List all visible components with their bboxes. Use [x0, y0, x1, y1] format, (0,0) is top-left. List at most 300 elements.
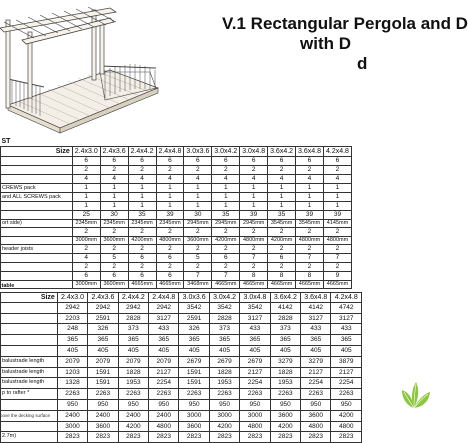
table1-cell: 4	[184, 175, 212, 184]
table2-size-label: Size	[1, 292, 58, 302]
table2-cell: 373	[209, 324, 239, 335]
table2-cell: 405	[240, 345, 270, 356]
table2-cell: 2263	[118, 389, 148, 400]
table2-cell: 1828	[270, 367, 300, 378]
table2-cell: 2263	[270, 389, 300, 400]
table2-cell: 365	[270, 335, 300, 346]
table1-cell: 2945mm	[240, 220, 268, 228]
dimensions-table-grid	[0, 282, 362, 443]
table1-cell: 1	[240, 193, 268, 202]
table2-size-header: 3.6x4.8	[301, 292, 331, 302]
table1-cell: 2	[296, 228, 324, 237]
table1-row	[1, 245, 352, 254]
table1-cell: 4	[72, 254, 100, 263]
title-line-2: with D	[300, 34, 351, 53]
table2-cell: 950	[88, 399, 118, 410]
table2-cell: 326	[88, 324, 118, 335]
table1-row-label: CREWS pack	[1, 184, 73, 193]
table2-row	[1, 432, 362, 443]
table2-cell: 4142	[301, 302, 331, 313]
table1-cell: 1	[212, 184, 240, 193]
table2-cell: 405	[209, 345, 239, 356]
table2-cell: 2823	[88, 432, 118, 443]
table2-cell: 1953	[270, 378, 300, 389]
table1-cell: 3600mm	[100, 281, 128, 289]
table1-cell: 1	[323, 202, 351, 211]
table2-cell: 4200	[209, 421, 239, 432]
table2-row	[1, 378, 362, 389]
table2-cell: 1953	[118, 378, 148, 389]
table1-cell: 2	[100, 245, 128, 254]
table2-row-label	[1, 421, 58, 432]
table2-cell: 373	[270, 324, 300, 335]
components-table-grid	[0, 138, 352, 289]
table2-cell: 1591	[179, 378, 209, 389]
table1-row-label: and ALL SCREWS pack	[1, 193, 73, 202]
table2-cell: 2823	[118, 432, 148, 443]
title-line-1: V.1 Rectangular Pergola and D	[222, 14, 468, 33]
table2-cell: 2823	[270, 432, 300, 443]
table2-cell: 2828	[270, 313, 300, 324]
table2-cell: 2679	[240, 356, 270, 367]
table1-cell: 2	[212, 263, 240, 272]
table1-row-label	[1, 237, 73, 245]
pergola-illustration	[0, 0, 160, 135]
table2-cell: 3127	[240, 313, 270, 324]
table1-size-header: 4.2x4.8	[323, 147, 351, 157]
table1-heading: ST	[1, 138, 352, 147]
leaf-logo-icon	[398, 378, 430, 418]
table2-cell: 3279	[301, 356, 331, 367]
table1-cell: 2	[212, 245, 240, 254]
table2-cell: 2127	[301, 367, 331, 378]
table2-cell: 1328	[57, 378, 87, 389]
table2-row-label	[1, 313, 58, 324]
table1-cell: 3000mm	[72, 237, 100, 245]
table1-cell: 2	[296, 245, 324, 254]
table1-cell: 2	[268, 245, 296, 254]
table2-cell: 950	[57, 399, 87, 410]
table2-cell: 373	[118, 324, 148, 335]
table2-cell: 3542	[209, 302, 239, 313]
table1-cell: 6	[128, 157, 156, 166]
table2-size-header: 2.4x3.0	[57, 292, 87, 302]
footnote: bove the decking surface	[0, 413, 51, 418]
table1-size-header: 2.4x4.2	[128, 147, 156, 157]
table1-cell: 3000mm	[72, 281, 100, 289]
table1-row-label	[1, 272, 73, 281]
table2-cell: 3542	[179, 302, 209, 313]
table2-row	[1, 335, 362, 346]
table1-cell: 2	[156, 263, 184, 272]
table2-cell: 950	[270, 399, 300, 410]
table1-cell: 1	[323, 184, 351, 193]
table1-cell: 2345mm	[72, 220, 100, 228]
table1-cell: 4665mm	[128, 281, 156, 289]
table2-cell: 2079	[118, 356, 148, 367]
table1-cell: 39	[240, 211, 268, 220]
table1-cell: 2	[240, 263, 268, 272]
table1-row-label	[1, 166, 73, 175]
table1-row	[1, 228, 352, 237]
table2-cell: 2127	[240, 367, 270, 378]
table2-row	[1, 345, 362, 356]
table1-cell: 6	[240, 157, 268, 166]
table2-cell: 4142	[270, 302, 300, 313]
table1-cell: 4665mm	[323, 281, 351, 289]
table1-cell: 6	[156, 157, 184, 166]
table1-size-row	[1, 147, 352, 157]
table2-row	[1, 410, 362, 421]
table2-cell: 365	[88, 335, 118, 346]
table2-cell: 950	[149, 399, 179, 410]
table2-cell: 2203	[57, 313, 87, 324]
table2-row-label: balustrade length	[1, 367, 58, 378]
table1-cell: 35	[128, 211, 156, 220]
table1-cell: 4	[268, 175, 296, 184]
table1-cell: 2	[72, 263, 100, 272]
table2-cell: 4200	[118, 421, 148, 432]
table1-cell: 2945mm	[184, 220, 212, 228]
table1-cell: 1	[72, 184, 100, 193]
table1-cell: 7	[184, 272, 212, 281]
table1-cell: 8	[296, 272, 324, 281]
table2-size-header: 3.0x4.8	[240, 292, 270, 302]
table2-heading-row	[1, 282, 362, 292]
table2-cell: 3600	[179, 421, 209, 432]
table2-cell: 365	[118, 335, 148, 346]
table2-row-label	[1, 335, 58, 346]
table2-row-label: 2.7m)	[1, 432, 58, 443]
table1-cell: 2	[323, 228, 351, 237]
table1-cell: 4665mm	[268, 281, 296, 289]
table2-row	[1, 313, 362, 324]
table2-cell: 2942	[149, 302, 179, 313]
table2-cell: 1828	[209, 367, 239, 378]
table1-cell: 2	[296, 263, 324, 272]
table1-cell: 6	[128, 272, 156, 281]
table1-cell: 4800mm	[240, 237, 268, 245]
table2-row	[1, 324, 362, 335]
table1-cell: 1	[296, 202, 324, 211]
table2-cell: 3000	[57, 421, 87, 432]
table1-cell: 1	[240, 202, 268, 211]
table2-cell: 3000	[179, 410, 209, 421]
table1-cell: 2	[128, 245, 156, 254]
table1-row-label: header joists	[1, 245, 73, 254]
table2-size-header: 4.2x4.8	[331, 292, 362, 302]
table1-size-header: 3.0x3.6	[184, 147, 212, 157]
table2-cell: 4800	[331, 421, 362, 432]
table1-cell: 1	[296, 184, 324, 193]
table2-row-label: p to rafter *	[1, 389, 58, 400]
table2-cell: 2079	[88, 356, 118, 367]
table2-cell: 405	[331, 345, 362, 356]
table1-cell: 3600mm	[100, 237, 128, 245]
table1-cell: 6	[156, 254, 184, 263]
table2-cell: 2828	[118, 313, 148, 324]
table1-cell: 4	[100, 175, 128, 184]
table1-size-header: 2.4x4.8	[156, 147, 184, 157]
table2-cell: 950	[179, 399, 209, 410]
table2-row	[1, 421, 362, 432]
table2-cell: 2828	[209, 313, 239, 324]
table2-heading: table	[1, 282, 362, 292]
table2-cell: 2823	[179, 432, 209, 443]
table1-size-label: Size	[1, 147, 73, 157]
table2-cell: 950	[301, 399, 331, 410]
table1-cell: 4665mm	[240, 281, 268, 289]
table2-cell: 2400	[57, 410, 87, 421]
table1-cell: 6	[212, 157, 240, 166]
table2-cell: 2823	[301, 432, 331, 443]
table1-cell: 2	[212, 228, 240, 237]
table1-cell: 4800mm	[323, 237, 351, 245]
table1-cell: 1	[184, 193, 212, 202]
table2-row-label	[1, 345, 58, 356]
table1-cell: 2	[240, 166, 268, 175]
table1-cell: 1	[184, 184, 212, 193]
table2-row	[1, 399, 362, 410]
table2-cell: 2263	[240, 389, 270, 400]
table2-row	[1, 356, 362, 367]
components-table	[0, 138, 352, 289]
table1-cell: 1	[128, 202, 156, 211]
table1-cell: 2	[184, 263, 212, 272]
table2-cell: 2679	[179, 356, 209, 367]
table1-row-label	[1, 157, 73, 166]
table1-cell: 2	[268, 166, 296, 175]
table1-cell: 4	[128, 175, 156, 184]
table2-cell: 2400	[118, 410, 148, 421]
table1-cell: 2	[128, 228, 156, 237]
table1-size-header: 3.0x4.8	[240, 147, 268, 157]
table2-cell: 2263	[149, 389, 179, 400]
table2-cell: 365	[149, 335, 179, 346]
table1-cell: 35	[212, 211, 240, 220]
table2-cell: 2823	[209, 432, 239, 443]
table2-cell: 365	[301, 335, 331, 346]
table1-cell: 7	[296, 254, 324, 263]
table2-cell: 3542	[240, 302, 270, 313]
table1-cell: 1	[128, 193, 156, 202]
table1-cell: 2	[184, 166, 212, 175]
table1-cell: 4	[212, 175, 240, 184]
table2-cell: 405	[118, 345, 148, 356]
table1-cell: 39	[156, 211, 184, 220]
table2-cell: 405	[301, 345, 331, 356]
table2-cell: 3600	[301, 410, 331, 421]
table1-cell: 6	[212, 254, 240, 263]
table1-cell: 6	[72, 157, 100, 166]
table2-size-header: 2.4x4.8	[149, 292, 179, 302]
table1-cell: 2345mm	[156, 220, 184, 228]
table1-cell: 2345mm	[100, 220, 128, 228]
table1-row	[1, 184, 352, 193]
table1-cell: 1	[268, 184, 296, 193]
table2-cell: 4200	[331, 410, 362, 421]
table2-cell: 950	[240, 399, 270, 410]
table2-row	[1, 389, 362, 400]
table2-cell: 3127	[331, 313, 362, 324]
table1-cell: 7	[212, 272, 240, 281]
table1-cell: 1	[100, 202, 128, 211]
table1-cell: 2	[156, 228, 184, 237]
table2-cell: 2400	[149, 410, 179, 421]
table2-cell: 1953	[209, 378, 239, 389]
table1-cell: 1	[184, 202, 212, 211]
table1-cell: 7	[240, 254, 268, 263]
table1-cell: 1	[268, 193, 296, 202]
table2-cell: 365	[240, 335, 270, 346]
table1-cell: 6	[72, 272, 100, 281]
table2-cell: 2254	[240, 378, 270, 389]
table1-cell: 30	[184, 211, 212, 220]
table1-cell: 1	[268, 202, 296, 211]
table1-cell: 2	[72, 245, 100, 254]
table2-row-label: balustrade length	[1, 356, 58, 367]
table1-cell: 1	[100, 193, 128, 202]
table1-cell: 2	[128, 166, 156, 175]
table2-cell: 1591	[179, 367, 209, 378]
table2-cell: 365	[57, 335, 87, 346]
table2-cell: 2263	[57, 389, 87, 400]
table2-size-header: 3.0x3.6	[179, 292, 209, 302]
table2-cell: 2079	[57, 356, 87, 367]
table1-row	[1, 193, 352, 202]
table1-cell: 2345mm	[128, 220, 156, 228]
table1-cell: 1	[296, 193, 324, 202]
table1-cell: 1	[156, 202, 184, 211]
table1-cell: 5	[100, 254, 128, 263]
table2-cell: 2254	[149, 378, 179, 389]
table2-cell: 2127	[149, 367, 179, 378]
table2-cell: 2254	[331, 378, 362, 389]
table2-cell: 4800	[149, 421, 179, 432]
table2-cell: 2263	[301, 389, 331, 400]
table1-cell: 6	[268, 157, 296, 166]
table2-cell: 4742	[331, 302, 362, 313]
table2-cell: 2263	[179, 389, 209, 400]
table2-cell: 3000	[209, 410, 239, 421]
table1-cell: 1	[156, 184, 184, 193]
table1-cell: 2	[100, 228, 128, 237]
table2-row-label	[1, 302, 58, 313]
table2-cell: 2127	[331, 367, 362, 378]
table1-cell: 25	[72, 211, 100, 220]
table1-cell: 4	[156, 175, 184, 184]
table1-cell: 2	[323, 263, 351, 272]
table1-cell: 6	[184, 157, 212, 166]
table1-cell: 4665mm	[296, 281, 324, 289]
table2-cell: 365	[179, 335, 209, 346]
table1-cell: 6	[100, 272, 128, 281]
table1-cell: 1	[100, 184, 128, 193]
table2-cell: 405	[179, 345, 209, 356]
table2-cell: 405	[270, 345, 300, 356]
table1-cell: 1	[72, 202, 100, 211]
table2-cell: 1591	[88, 378, 118, 389]
table2-cell: 2823	[149, 432, 179, 443]
table2-row	[1, 302, 362, 313]
table2-cell: 2591	[179, 313, 209, 324]
table2-size-header: 2.4x3.6	[88, 292, 118, 302]
table1-cell: 6	[100, 157, 128, 166]
table1-cell: 2	[184, 228, 212, 237]
table1-row	[1, 157, 352, 166]
table1-row	[1, 211, 352, 220]
table1-cell: 2	[323, 166, 351, 175]
table2-cell: 950	[209, 399, 239, 410]
table1-row	[1, 220, 352, 228]
table2-cell: 4800	[240, 421, 270, 432]
table1-row	[1, 237, 352, 245]
table1-size-header: 2.4x3.6	[100, 147, 128, 157]
table1-cell: 4665mm	[212, 281, 240, 289]
table1-cell: 8	[268, 272, 296, 281]
table1-cell: 30	[100, 211, 128, 220]
table2-cell: 4800	[301, 421, 331, 432]
table2-cell: 950	[331, 399, 362, 410]
table2-cell: 2263	[209, 389, 239, 400]
table2-cell: 2823	[240, 432, 270, 443]
table1-cell: 4145mm	[323, 220, 351, 228]
table2-cell: 3600	[88, 421, 118, 432]
table2-cell: 2400	[88, 410, 118, 421]
table1-cell: 6	[323, 157, 351, 166]
table2-cell: 3879	[331, 356, 362, 367]
table1-cell: 4	[323, 175, 351, 184]
table1-cell: 4200mm	[268, 237, 296, 245]
table1-cell: 4	[72, 175, 100, 184]
table1-cell: 35	[268, 211, 296, 220]
table1-row	[1, 263, 352, 272]
table2-cell: 2942	[57, 302, 87, 313]
table2-cell: 1828	[118, 367, 148, 378]
table2-cell: 950	[118, 399, 148, 410]
table2-cell: 433	[149, 324, 179, 335]
table2-cell: 3127	[149, 313, 179, 324]
table2-size-row	[1, 292, 362, 302]
table1-cell: 4800mm	[296, 237, 324, 245]
table1-cell: 2	[156, 245, 184, 254]
dimensions-table	[0, 282, 362, 443]
table1-cell: 2	[100, 263, 128, 272]
table2-cell: 326	[179, 324, 209, 335]
table2-cell: 405	[57, 345, 87, 356]
table1-size-header: 3.0x4.2	[212, 147, 240, 157]
table2-cell: 365	[209, 335, 239, 346]
table1-cell: 2	[72, 166, 100, 175]
table1-cell: 1	[128, 184, 156, 193]
table1-size-header: 2.4x3.0	[72, 147, 100, 157]
table1-cell: 2	[156, 166, 184, 175]
table2-cell: 2942	[88, 302, 118, 313]
table1-cell: 2	[128, 263, 156, 272]
table2-cell: 2263	[331, 389, 362, 400]
table1-row	[1, 272, 352, 281]
table1-row	[1, 254, 352, 263]
table1-cell: 1	[240, 184, 268, 193]
table1-cell: 6	[268, 254, 296, 263]
table1-cell: 2	[296, 166, 324, 175]
table2-size-header: 3.0x4.2	[209, 292, 239, 302]
table2-cell: 1203	[57, 367, 87, 378]
table1-cell: 2	[240, 245, 268, 254]
table1-row-label	[1, 228, 73, 237]
table1-row-label	[1, 175, 73, 184]
table2-cell: 3000	[240, 410, 270, 421]
